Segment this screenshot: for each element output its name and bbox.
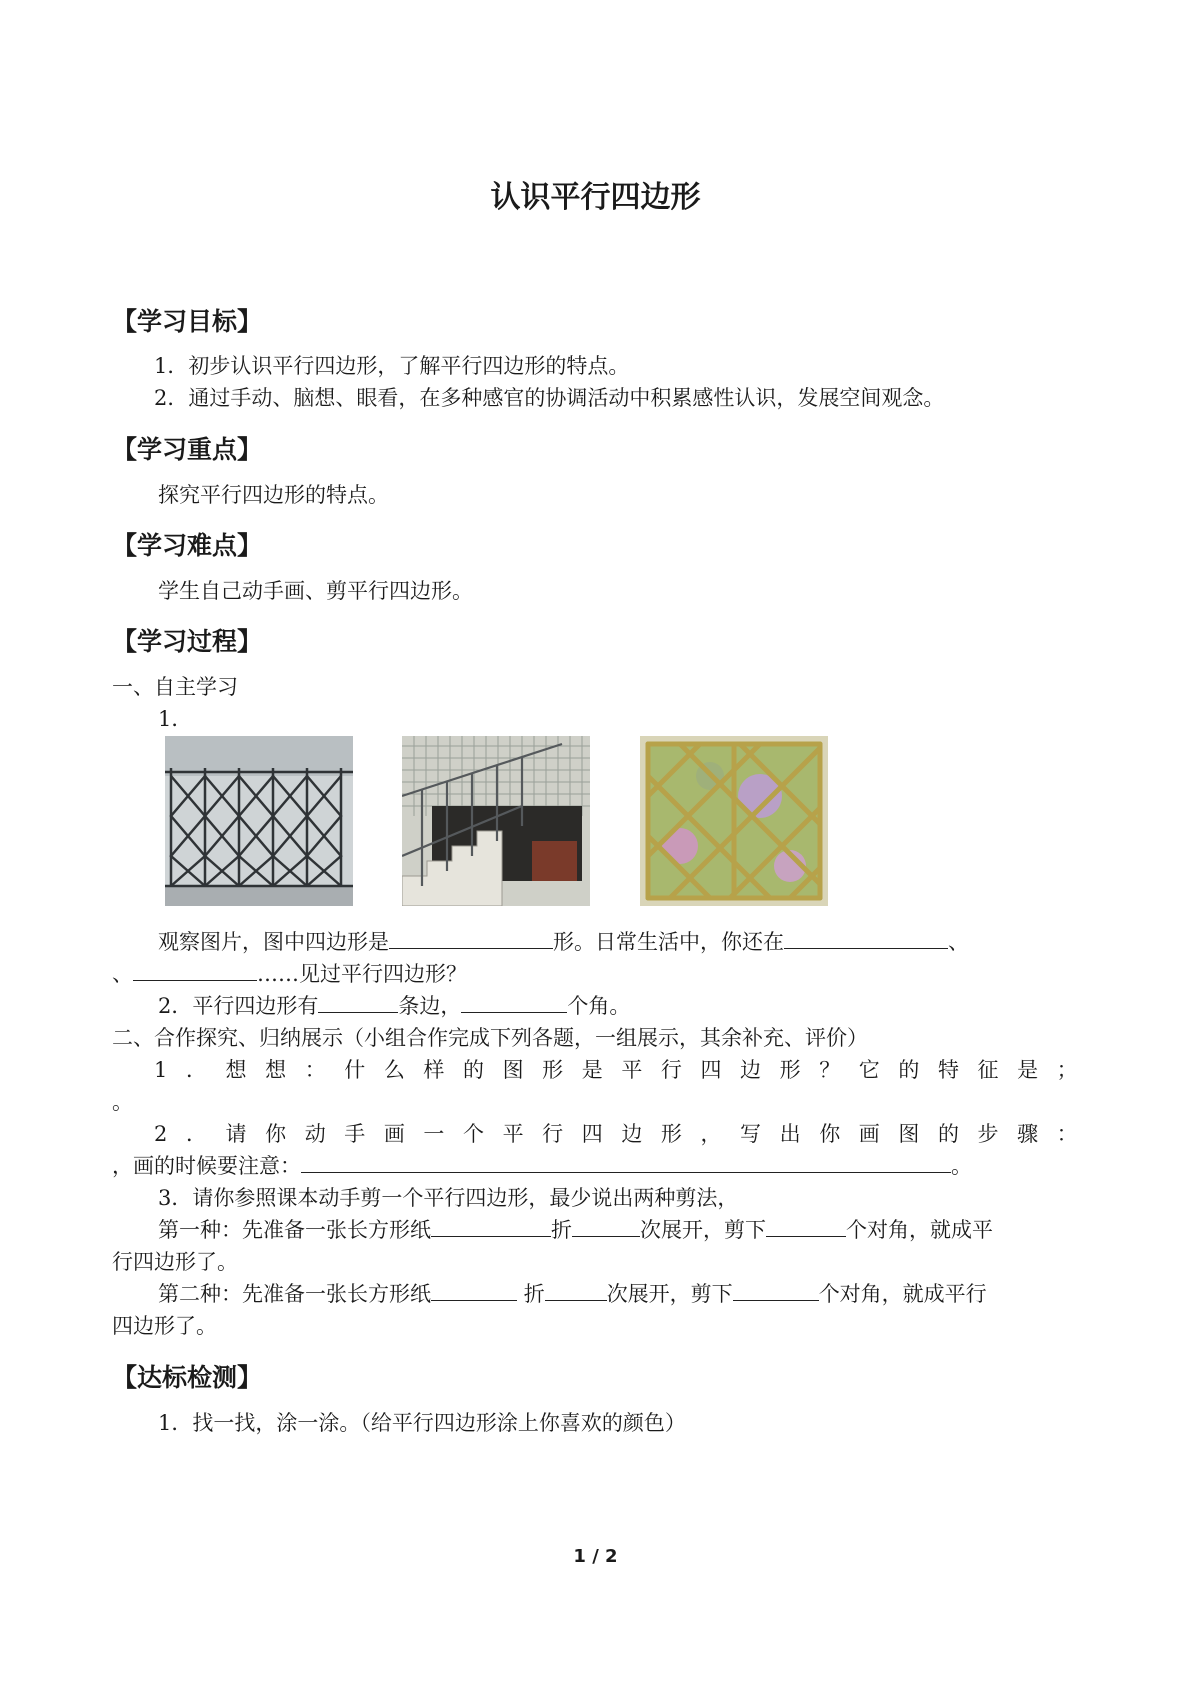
justified-char: 一 <box>423 1122 445 1146</box>
focus-text: 探究平行四边形的特点。 <box>158 483 389 507</box>
test-item-1: 1．找一找，涂一涂。（给平行四边形涂上你喜欢的颜色） <box>158 1411 686 1435</box>
justified-char: 动 <box>304 1122 326 1146</box>
part2-q2-line2: ，画的时候要注意： 。 <box>112 1154 972 1178</box>
justified-char: 平 <box>502 1122 524 1146</box>
justified-char: 它 <box>858 1058 880 1082</box>
justified-char: 个 <box>463 1122 484 1146</box>
justified-char: 边 <box>740 1058 762 1082</box>
justified-char: ？ <box>819 1058 841 1082</box>
page-number: 1 / 2 <box>573 1546 618 1567</box>
justified-char: 图 <box>502 1058 524 1082</box>
justified-char: 行 <box>542 1122 564 1146</box>
justified-char: 的 <box>463 1058 484 1082</box>
justified-char: 四 <box>700 1058 722 1082</box>
photo-folding-gate <box>165 736 353 906</box>
answer-blank-m2-fold[interactable] <box>431 1280 517 1301</box>
photo-staircase-railing <box>402 736 590 906</box>
justified-char: 步 <box>977 1122 999 1146</box>
justified-char: ． <box>185 1122 207 1146</box>
goal-item-1: 1．初步认识平行四边形，了解平行四边形的特点。 <box>154 354 630 378</box>
justified-char: 的 <box>937 1122 959 1146</box>
justified-char: ， <box>700 1122 722 1146</box>
justified-char: 边 <box>621 1122 643 1146</box>
answer-blank-shape[interactable] <box>389 928 553 949</box>
heading-test: 【达标检测】 <box>112 1363 263 1392</box>
answer-blank-m1-corners[interactable] <box>766 1216 846 1237</box>
justified-char: 2 <box>154 1122 168 1146</box>
justified-char: 形 <box>660 1122 682 1146</box>
part2-q2 <box>154 1120 1078 1148</box>
method2-line2: 四边形了。 <box>112 1314 217 1338</box>
justified-char: 骤 <box>1017 1122 1039 1146</box>
justified-char: 想 <box>265 1058 287 1082</box>
part1-q1-line2: 、 ……见过平行四边形？ <box>112 962 467 986</box>
answer-blank-sides[interactable] <box>318 992 398 1013</box>
photo-bamboo-lattice <box>640 736 828 906</box>
justified-char: 请 <box>225 1122 247 1146</box>
difficulty-text: 学生自己动手画、剪平行四边形。 <box>158 579 473 603</box>
justified-char: 你 <box>819 1122 841 1146</box>
heading-focus: 【学习重点】 <box>112 435 263 464</box>
method1-line1: 第一种：先准备一张长方形纸 折 次展开，剪下 个对角，就成平 <box>158 1218 993 1242</box>
goal-item-2: 2．通过手动、脑想、眼看，在多种感官的协调活动中积累感性认识，发展空间观念。 <box>154 386 945 410</box>
answer-blank-notes[interactable] <box>301 1152 951 1173</box>
justified-char: 什 <box>344 1058 366 1082</box>
heading-goals: 【学习目标】 <box>112 307 263 336</box>
justified-char: 你 <box>265 1122 287 1146</box>
part1-q1-number: 1． <box>158 707 193 731</box>
justified-char: 图 <box>898 1122 920 1146</box>
answer-blank-m1-times[interactable] <box>572 1216 640 1237</box>
heading-process: 【学习过程】 <box>112 627 263 656</box>
justified-char: 四 <box>581 1122 603 1146</box>
justified-char: ； <box>1056 1058 1078 1082</box>
page-title: 认识平行四边形 <box>490 180 701 215</box>
part1-q1-line1: 观察图片，图中四边形是 形。日常生活中，你还在 、 <box>158 930 969 954</box>
answer-blank-place-2[interactable] <box>133 960 257 981</box>
justified-char: ． <box>185 1058 207 1082</box>
justified-char: 手 <box>344 1122 366 1146</box>
part1-q2: 2．平行四边形有 条边， 个角。 <box>158 994 631 1018</box>
method1-line2: 行四边形了。 <box>112 1250 238 1274</box>
justified-char: 形 <box>542 1058 564 1082</box>
justified-char: 样 <box>423 1058 445 1082</box>
answer-blank-m2-corners[interactable] <box>733 1280 819 1301</box>
justified-char: 想 <box>225 1058 247 1082</box>
answer-blank-m2-times[interactable] <box>545 1280 607 1301</box>
justified-char: 特 <box>937 1058 959 1082</box>
justified-char: 平 <box>621 1058 643 1082</box>
justified-char: 画 <box>383 1122 405 1146</box>
justified-char: 是 <box>1017 1058 1039 1082</box>
part1-heading: 一、自主学习 <box>112 675 238 699</box>
justified-char: 形 <box>779 1058 801 1082</box>
part2-q1 <box>154 1056 1078 1084</box>
justified-char: ： <box>1056 1122 1078 1146</box>
heading-difficulty: 【学习难点】 <box>112 531 263 560</box>
justified-char: 画 <box>858 1122 880 1146</box>
justified-char: 的 <box>898 1058 920 1082</box>
answer-blank-m1-fold[interactable] <box>431 1216 551 1237</box>
justified-char: 么 <box>383 1058 405 1082</box>
justified-char: 1 <box>154 1058 168 1082</box>
part2-q1-end: 。 <box>112 1090 133 1114</box>
part2-q3: 3．请你参照课本动手剪一个平行四边形，最少说出两种剪法， <box>158 1186 739 1210</box>
part2-heading: 二、合作探究、归纳展示（小组合作完成下列各题，一组展示，其余补充、评价） <box>112 1026 868 1050</box>
answer-blank-place-1[interactable] <box>784 928 948 949</box>
justified-char: 写 <box>740 1122 762 1146</box>
justified-char: 行 <box>660 1058 682 1082</box>
method2-line1: 第二种：先准备一张长方形纸 折 次展开，剪下 个对角，就成平行 <box>158 1282 987 1306</box>
justified-char: ： <box>304 1058 326 1082</box>
justified-char: 征 <box>977 1058 999 1082</box>
justified-char: 出 <box>779 1122 801 1146</box>
justified-char: 是 <box>581 1058 603 1082</box>
answer-blank-angles[interactable] <box>461 992 567 1013</box>
